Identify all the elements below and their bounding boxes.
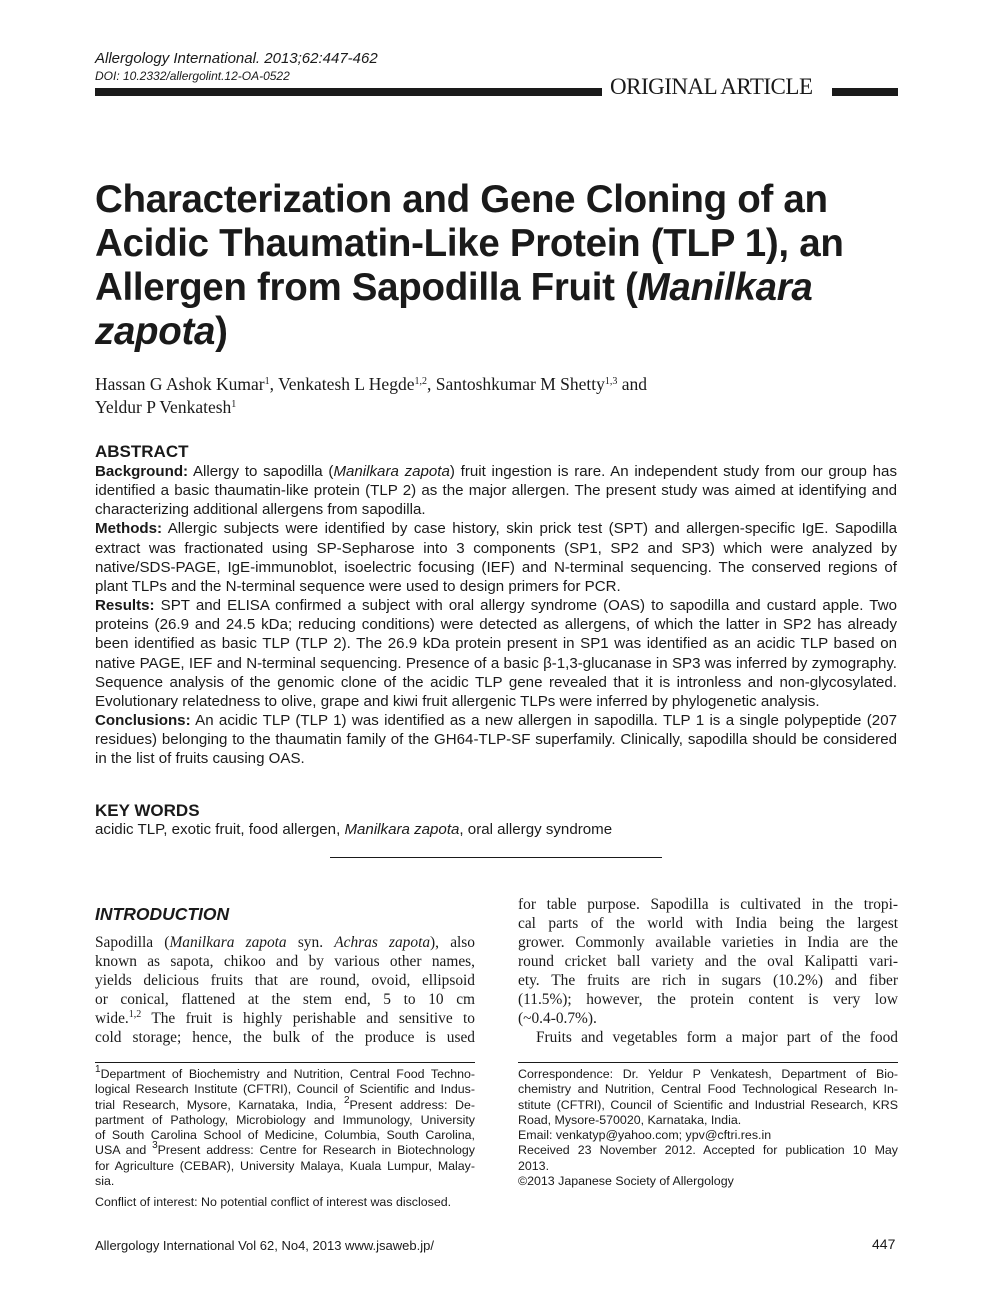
- author-name: Venkatesh L Hegde: [278, 374, 415, 394]
- footnote-line: trial Research, Mysore, Karnataka, India, $^2$Present address: De-: [95, 1094, 476, 1112]
- introduction-heading: INTRODUCTION: [95, 904, 230, 924]
- abstract-background: Background: Allergy to sapodilla (Manilkara zapota) fruit ingestion is rare. An independent study from our group has identified a basic thaumatin-like protein (TLP 2) as the major allergen. The present study was aimed at identifying and characterizing additional allergens from sapodilla.: [95, 463, 897, 519]
- introduction-right-column: [518, 895, 898, 1047]
- footnote-line: Correspondence: Dr. Yeldur P Venkatesh, Department of Bio-: [518, 1067, 898, 1081]
- abstract-results: Results: SPT and ELISA confirmed a subject with oral allergy syndrome (OAS) to sapodilla and custard apple. Two proteins (26.9 and 24.5 kDa; reducing conditions) were detected as allergens, of which the latter in SP2 has already been identified as basic TLP (TLP 2). The 26.9 kDa protein present in SP1 was identified as an acidic TLP based on native PAGE, IEF and N-terminal sequencing. Presence of a basic β-1,3-glucanase in SP3 was inferred by zymography. Sequence analysis of the genomic clone of the acidic TLP gene revealed that it is intronless and non-glycosylated. Evolutionary relatedness to olive, grape and kiwi fruit allergenic TLPs were inferred by phylogenetic analysis.: [95, 597, 897, 710]
- footnote-line: for Agriculture (CEBAR), University Malaya, Kuala Lumpur, Malay-: [95, 1158, 475, 1173]
- footnote-line: USA and $^3$Present address: Centre for Research in Biotechnology: [95, 1140, 475, 1158]
- footnote-line: logical Research Institute (CFTRI), Council of Scientific and Indus-: [95, 1082, 475, 1097]
- author-affiliation-mark: 1: [231, 399, 237, 410]
- abstract-methods: Methods: Allergic subjects were identified by case history, skin prick test (SPT) and allergen-specific IgE. Sapodilla extract was fractionated using SP-Sepharose into 3 components (SP1, SP2 and SP3) which were analyzed by native/SDS-PAGE, IgE-immunoblot, isoelectric focusing (IEF) and N-terminal sequencing. The conserved regions of plant TLPs and the N-terminal sequence were used to design primers for PCR.: [95, 520, 897, 595]
- abstract-conclusions: Conclusions: An acidic TLP (TLP 1) was identified as a new allergen in sapodilla. TLP 1 is a single polypeptide (207 residues) belonging to the thaumatin family of the GH64-TLP-SF superfamily. Clinically, sapodilla should be considered in the list of fruits causing OAS.: [95, 712, 897, 768]
- text-line: grower. Commonly available varieties in India are the: [518, 934, 898, 951]
- author-name: Yeldur P Venkatesh: [95, 397, 232, 417]
- text-line: Fruits and vegetables form a major part of the food: [536, 1029, 898, 1046]
- footnote-line: partment of Pathology, Microbiology and Immunology, University: [95, 1112, 475, 1127]
- text-line: for table purpose. Sapodilla is cultivated in the tropi-: [518, 896, 898, 913]
- text-line: cold storage; hence, the bulk of the produce is used: [95, 1029, 475, 1046]
- affiliations-footnote: [95, 1064, 476, 1211]
- text-line: yields delicious fruits that are round, ovoid, ellipsoid: [95, 972, 475, 989]
- article-type: ORIGINAL ARTICLE: [610, 74, 813, 99]
- text-line: cal parts of the world with India being the largest: [518, 915, 898, 932]
- section-divider: [330, 857, 662, 858]
- text-line: ety. The fruits are rich in sugars (10.2%) and fiber: [518, 972, 898, 989]
- keywords-heading: KEY WORDS: [95, 801, 200, 820]
- introduction-left-column: [95, 933, 475, 1047]
- footnote-line: of South Carolina School of Medicine, Columbia, South Carolina,: [95, 1128, 475, 1143]
- author-name: Santoshkumar M Shetty: [435, 374, 605, 394]
- footnote-line: Received 23 November 2012. Accepted for publication 10 May: [518, 1143, 898, 1158]
- journal-citation: Allergology International. 2013;62:447-462: [95, 50, 378, 67]
- footer-citation: Allergology International Vol 62, No4, 2013 www.jsaweb.jp/: [95, 1238, 434, 1253]
- doi: DOI: 10.2332/allergolint.12-OA-0522: [95, 69, 290, 83]
- footnote-line: $^1$Department of Biochemistry and Nutrition, Central Food Techno-: [95, 1064, 475, 1081]
- footnote-rule-left: [95, 1062, 475, 1063]
- page-number: 447: [872, 1236, 896, 1252]
- text-line: (11.5%); however, the protein content is very low: [518, 991, 898, 1008]
- footnote-line: chemistry and Nutrition, Central Food Technological Research In-: [518, 1082, 898, 1097]
- footnote-rule-right: [518, 1062, 898, 1063]
- text-line: known as sapota, chikoo and by various other names,: [95, 953, 475, 970]
- keywords: acidic TLP, exotic fruit, food allergen, Manilkara zapota, oral allergy syndrome: [95, 821, 613, 838]
- article-title: Characterization and Gene Cloning of an Acidic Thaumatin-Like Protein (TLP 1), an Allergen from Sapodilla Fruit (Manilkara zapota): [95, 178, 844, 353]
- text-line: Sapodilla (Manilkara zapota syn. Achras zapota), also: [95, 934, 475, 951]
- header-rule-right: [832, 88, 898, 96]
- author-affiliation-mark: 1: [264, 376, 270, 387]
- correspondence-footnote: [518, 1067, 898, 1189]
- author-affiliation-mark: 1,3: [604, 376, 618, 387]
- abstract: [95, 462, 897, 769]
- title-species: Manilkara zapota: [95, 266, 813, 353]
- text-line: (~0.4-0.7%).: [518, 1010, 597, 1027]
- footnote-line: stitute (CFTRI), Council of Scientific and Industrial Research, KRS: [518, 1097, 898, 1112]
- header-rule-left: [95, 88, 602, 96]
- conflict-of-interest: Conflict of interest: No potential conflict of interest was disclosed.: [95, 1195, 452, 1210]
- text-line: round cricket ball variety and the oval Kalipatti vari-: [518, 953, 898, 970]
- author-list: Hassan G Ashok Kumar$^1$, Venkatesh L Hegde$^{1,2}$, Santoshkumar M Shetty$^{1,3}$ and Yeldur P Venkatesh$^1$: [95, 374, 648, 417]
- text-line: or conical, flattened at the stem end, 5 to 10 cm: [95, 991, 475, 1008]
- footnote-line: 2013.: [518, 1158, 550, 1173]
- author-name: Hassan G Ashok Kumar: [95, 374, 265, 394]
- correspondence-email: Email: venkatyp@yahoo.com; ypv@cftri.res.in: [518, 1128, 772, 1143]
- text-line: wide.$^{1,2}$ The fruit is highly perishable and sensitive to: [95, 1009, 475, 1027]
- abstract-heading: ABSTRACT: [95, 442, 189, 461]
- footnote-line: Road, Mysore-570020, Karnataka, India.: [518, 1112, 742, 1127]
- copyright: ©2013 Japanese Society of Allergology: [518, 1174, 734, 1189]
- author-affiliation-mark: 1,2: [414, 376, 427, 387]
- footnote-line: sia.: [95, 1174, 115, 1189]
